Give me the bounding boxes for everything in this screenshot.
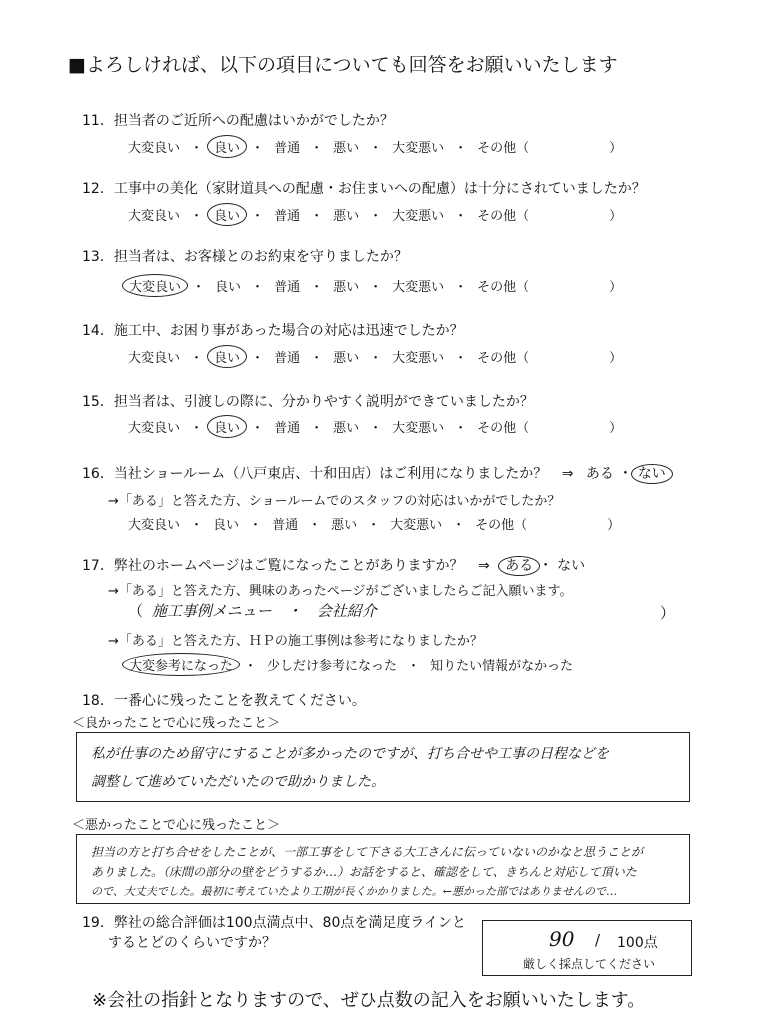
q12-opt-very-bad[interactable]: 大変悪い	[392, 209, 445, 224]
arrow-icon: ⇒	[561, 466, 574, 482]
question-16	[82, 463, 667, 483]
q13-opt-very-good-selected[interactable]: 大変良い	[122, 274, 188, 297]
q12-close-paren: ）	[609, 209, 623, 224]
q17-opt-not-found[interactable]: 知りたい情報がなかった	[430, 659, 574, 674]
q15-opt-good-selected[interactable]: 良い	[207, 415, 247, 438]
q16-options: 大変良い ・ 良い ・ 普通 ・ 悪い ・ 大変悪い ・ その他（ ）	[128, 514, 620, 533]
question-19-line-2: するとどのくらいですか？	[108, 935, 276, 951]
q15-opt-very-bad[interactable]: 大変悪い	[392, 421, 445, 436]
q14-opt-bad[interactable]: 悪い	[333, 351, 360, 366]
q12-opt-other[interactable]: その他（	[477, 209, 530, 224]
q16-text: 16．当社ショールーム（八戸東店、十和田店）はご利用になりましたか？	[82, 466, 548, 482]
q18-good-line-2: 調整して進めていただいたので助かりました。	[91, 774, 385, 790]
page-header: ■よろしければ、以下の項目についても回答をお願いいたします	[68, 54, 618, 76]
q17-opt-slightly-helpful[interactable]: 少しだけ参考になった	[267, 659, 398, 674]
q16-opt-bad[interactable]: 悪い	[331, 518, 358, 533]
q18-good-label: ＜良かったことで心に残ったこと＞	[72, 716, 281, 731]
q17-dot: ・	[538, 558, 553, 574]
q15-opt-very-good[interactable]: 大変良い	[128, 421, 181, 436]
q14-opt-very-bad[interactable]: 大変悪い	[392, 351, 445, 366]
q11-options: 大変良い ・ 良い ・ 普通 ・ 悪い ・ 大変悪い ・ その他（ ）	[128, 137, 622, 156]
q18-bad-line-2: ありました。（床間の部分の壁をどうするか…）お話をすると、確認をして、きちんと対応して頂いた	[91, 865, 637, 879]
q17-text: 17．弊社のホームページはご覧になったことがありますか？	[82, 558, 464, 574]
q17-opt-no[interactable]: ない	[557, 558, 586, 574]
q13-opt-very-bad[interactable]: 大変悪い	[392, 280, 445, 295]
q15-opt-other[interactable]: その他（	[477, 421, 530, 436]
q17-opt-very-helpful-selected[interactable]: 大変参考になった	[122, 653, 240, 676]
q11-opt-normal[interactable]: 普通	[274, 141, 301, 156]
question-17	[82, 555, 585, 575]
question-19-line-1: 19．弊社の総合評価は100点満点中、80点を満足度ラインと	[82, 915, 466, 931]
question-13: 13．担当者は、お客様とのお約束を守りましたか？	[82, 249, 408, 265]
q18-bad-label: ＜悪かったことで心に残ったこと＞	[72, 818, 281, 833]
q16-opt-good[interactable]: 良い	[213, 518, 240, 533]
q11-opt-other[interactable]: その他（	[477, 141, 530, 156]
q14-opt-normal[interactable]: 普通	[274, 351, 301, 366]
q13-opt-normal[interactable]: 普通	[274, 280, 301, 295]
q17-followup-1: →「ある」と答えた方、興味のあったページがございましたらご記入願います。	[108, 584, 573, 599]
q11-opt-bad[interactable]: 悪い	[333, 141, 360, 156]
q17-handwritten-answer[interactable]: 施工事例メニュー ・ 会社紹介	[151, 602, 377, 620]
q19-slash: /	[595, 931, 601, 949]
question-14: 14．施工中、お困り事があった場合の対応は迅速でしたか？	[82, 323, 464, 339]
question-12: 12．工事中の美化（家財道具への配慮・お住まいへの配慮）は十分にされていましたか？	[82, 181, 646, 197]
q12-options: 大変良い ・ 良い ・ 普通 ・ 悪い ・ 大変悪い ・ その他（ ）	[128, 205, 622, 224]
q18-good-answer-box[interactable]	[76, 732, 690, 802]
q11-opt-very-bad[interactable]: 大変悪い	[392, 141, 445, 156]
q17-paren-open: （	[128, 602, 144, 620]
q14-opt-very-good[interactable]: 大変良い	[128, 351, 181, 366]
q16-opt-very-bad[interactable]: 大変悪い	[390, 518, 443, 533]
q15-opt-bad[interactable]: 悪い	[333, 421, 360, 436]
q14-close-paren: ）	[609, 351, 623, 366]
q11-opt-very-good[interactable]: 大変良い	[128, 141, 181, 156]
q16-opt-no-selected[interactable]: ない	[631, 464, 673, 484]
q19-score-value[interactable]: 90	[549, 927, 575, 951]
q12-opt-very-good[interactable]: 大変良い	[128, 209, 181, 224]
q17-followup-2: →「ある」と答えた方、ＨＰの施工事例は参考になりましたか？	[108, 634, 483, 649]
question-18: 18．一番心に残ったことを教えてください。	[82, 693, 366, 709]
q16-followup: →「ある」と答えた方、ショールームでのスタッフの対応はいかがでしたか？	[108, 494, 561, 509]
q17-answer-line	[128, 600, 377, 621]
q18-bad-answer-box[interactable]	[76, 834, 690, 904]
q14-opt-good-selected[interactable]: 良い	[207, 345, 247, 368]
q14-opt-other[interactable]: その他（	[477, 351, 530, 366]
arrow-icon: ⇒	[478, 558, 490, 574]
q15-opt-normal[interactable]: 普通	[274, 421, 301, 436]
q19-score-box[interactable]	[482, 920, 692, 976]
q12-opt-normal[interactable]: 普通	[274, 209, 301, 224]
q16-close-paren: ）	[607, 518, 621, 533]
q16-opt-other[interactable]: その他（	[475, 518, 528, 533]
q16-opt-very-good[interactable]: 大変良い	[128, 518, 181, 533]
q13-opt-good[interactable]: 良い	[215, 280, 242, 295]
question-15: 15．担当者は、引渡しの際に、分かりやすく説明ができていましたか？	[82, 394, 534, 410]
q13-opt-bad[interactable]: 悪い	[333, 280, 360, 295]
q16-dot: ・	[618, 466, 633, 482]
q13-close-paren: ）	[609, 280, 623, 295]
q12-opt-good-selected[interactable]: 良い	[207, 203, 247, 226]
question-11: 11．担当者のご近所への配慮はいかがでしたか？	[82, 113, 394, 129]
q17-helpful-options: 大変参考になった ・ 少しだけ参考になった ・ 知りたい情報がなかった	[128, 655, 573, 674]
q17-paren-close: ）	[660, 604, 676, 622]
q18-good-line-1: 私が仕事のため留守にすることが多かったのですが、打ち合せや工事の日程などを	[91, 746, 609, 762]
q14-options: 大変良い ・ 良い ・ 普通 ・ 悪い ・ 大変悪い ・ その他（ ）	[128, 347, 622, 366]
q19-note: 厳しく採点してください	[523, 957, 656, 971]
q13-options: 大変良い ・ 良い ・ 普通 ・ 悪い ・ 大変悪い ・ その他（ ）	[128, 276, 622, 295]
q17-opt-yes-selected[interactable]: ある	[498, 556, 540, 576]
q13-opt-other[interactable]: その他（	[477, 280, 530, 295]
q19-max-score: 100点	[617, 935, 658, 951]
q18-bad-line-1: 担当の方と打ち合せをしたことが、一部工事をして下さる大工さんに伝っていないのかなと思うことが	[91, 845, 644, 859]
q12-opt-bad[interactable]: 悪い	[333, 209, 360, 224]
q16-opt-normal[interactable]: 普通	[272, 518, 299, 533]
footer-note: ※会社の指針となりますので、ぜひ点数の記入をお願いいたします。	[92, 990, 646, 1011]
q11-close-paren: ）	[609, 141, 623, 156]
q11-opt-good-selected[interactable]: 良い	[207, 135, 247, 158]
q15-options: 大変良い ・ 良い ・ 普通 ・ 悪い ・ 大変悪い ・ その他（ ）	[128, 417, 622, 436]
q16-opt-yes[interactable]: ある	[585, 466, 614, 482]
q18-bad-line-3: ので、大丈夫でした。最初に考えていたより工期が長くかかりました。←悪かった部ではありませんので…	[91, 885, 617, 898]
q15-close-paren: ）	[609, 421, 623, 436]
